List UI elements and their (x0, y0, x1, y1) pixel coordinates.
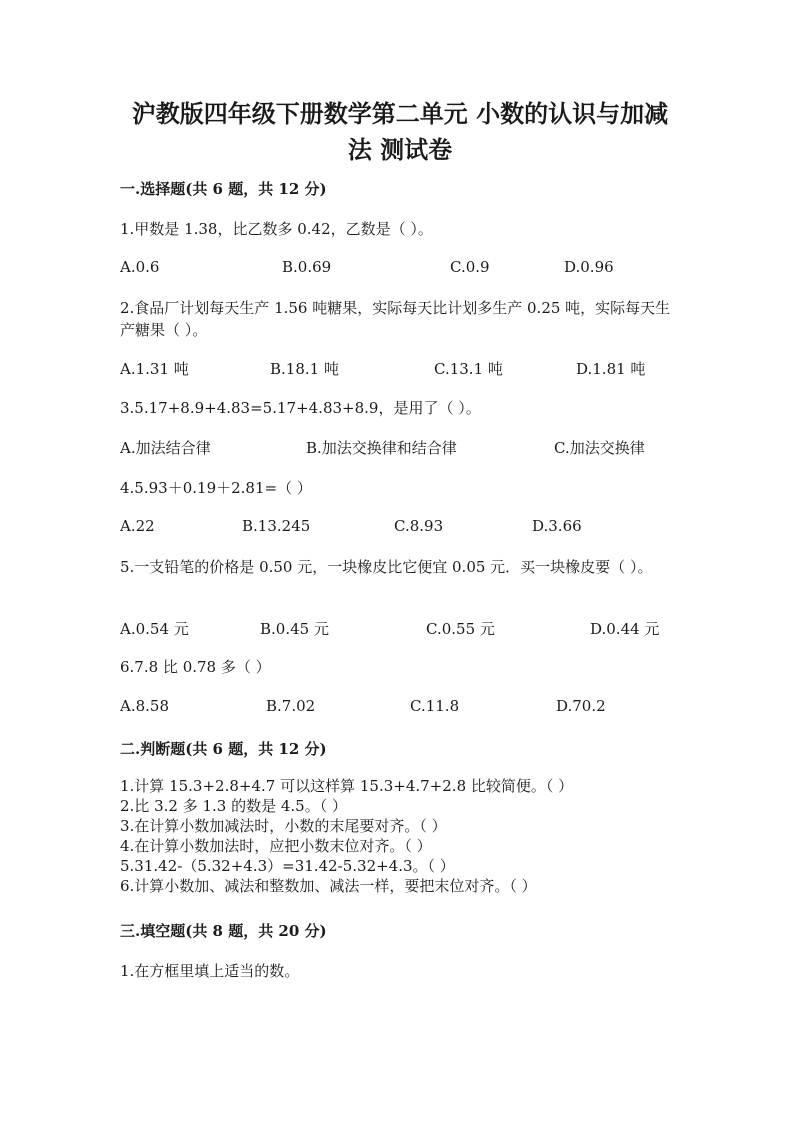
option-c[interactable]: C.8.93 (394, 517, 444, 535)
option-a[interactable]: A.22 (120, 517, 155, 535)
options-question-5 (120, 618, 680, 640)
option-c[interactable]: C.11.8 (410, 697, 460, 715)
fill-item-1: 1.在方框里填上适当的数。 (120, 962, 300, 980)
options-question-2 (120, 358, 680, 380)
title-line-1: 沪教版四年级下册数学第二单元 小数的认识与加减 (131, 99, 669, 128)
section-heading-choice: 一.选择题(共 6 题，共 12 分) (120, 180, 327, 198)
judge-item-1: 1.计算 15.3+2.8+4.7 可以这样算 15.3+4.7+2.8 比较简便。（ ） (120, 777, 574, 795)
options-question-6 (120, 697, 680, 719)
options-question-1 (120, 258, 680, 280)
option-a[interactable]: A.0.54 元 (120, 620, 189, 638)
question-4: 4.5.93＋0.19＋2.81=（ ） (120, 479, 312, 497)
question-3: 3.5.17+8.9+4.83=5.17+4.83+8.9，是用了（ ）。 (120, 399, 481, 417)
judge-item-3: 3.在计算小数加减法时，小数的末尾要对齐。（ ） (120, 817, 447, 835)
judge-item-6: 6.计算小数加、减法和整数加、减法一样，要把末位对齐。（ ） (120, 877, 537, 895)
document-title (100, 96, 700, 168)
options-question-3 (120, 437, 680, 459)
option-c[interactable]: C.0.9 (450, 258, 490, 276)
question-6: 6.7.8 比 0.78 多（ ） (120, 658, 271, 676)
judge-item-4: 4.在计算小数加法时，应把小数末位对齐。（ ） (120, 837, 432, 855)
option-b[interactable]: B.13.245 (242, 517, 311, 535)
option-b[interactable]: B.7.02 (266, 697, 316, 715)
judge-list (120, 776, 680, 896)
question-1: 1.甲数是 1.38，比乙数多 0.42，乙数是（ ）。 (120, 220, 433, 238)
option-b[interactable]: B.0.69 (282, 258, 332, 276)
option-d[interactable]: D.70.2 (556, 697, 606, 715)
title-line-2: 法 测试卷 (347, 135, 453, 164)
option-b[interactable]: B.0.45 元 (260, 620, 329, 638)
option-d[interactable]: D.0.96 (564, 258, 614, 276)
option-a[interactable]: A.0.6 (120, 258, 160, 276)
option-a[interactable]: A.加法结合律 (120, 439, 211, 457)
section-heading-judge: 二.判断题(共 6 题，共 12 分) (120, 740, 327, 758)
question-2: 2.食品厂计划每天生产 1.56 吨糖果，实际每天比计划多生产 0.25 吨，实际每天生产糖果（ ）。 (120, 299, 671, 339)
option-c[interactable]: C.加法交换律 (554, 439, 645, 457)
option-b[interactable]: B.18.1 吨 (270, 360, 339, 378)
question-5: 5.一支铅笔的价格是 0.50 元，一块橡皮比它便宜 0.05 元．买一块橡皮要（ ）。 (120, 558, 653, 576)
option-a[interactable]: A.1.31 吨 (120, 360, 189, 378)
option-d[interactable]: D.0.44 元 (590, 620, 660, 638)
option-a[interactable]: A.8.58 (120, 697, 169, 715)
option-b[interactable]: B.加法交换律和结合律 (306, 439, 457, 457)
judge-item-5: 5.31.42-（5.32+4.3）=31.42-5.32+4.3。（ ） (120, 857, 455, 875)
options-question-4 (120, 517, 680, 539)
section-heading-fill: 三.填空题(共 8 题，共 20 分) (120, 922, 327, 940)
option-c[interactable]: C.0.55 元 (426, 620, 495, 638)
judge-item-2: 2.比 3.2 多 1.3 的数是 4.5。（ ） (120, 797, 347, 815)
option-d[interactable]: D.3.66 (532, 517, 582, 535)
option-d[interactable]: D.1.81 吨 (576, 360, 646, 378)
option-c[interactable]: C.13.1 吨 (434, 360, 503, 378)
